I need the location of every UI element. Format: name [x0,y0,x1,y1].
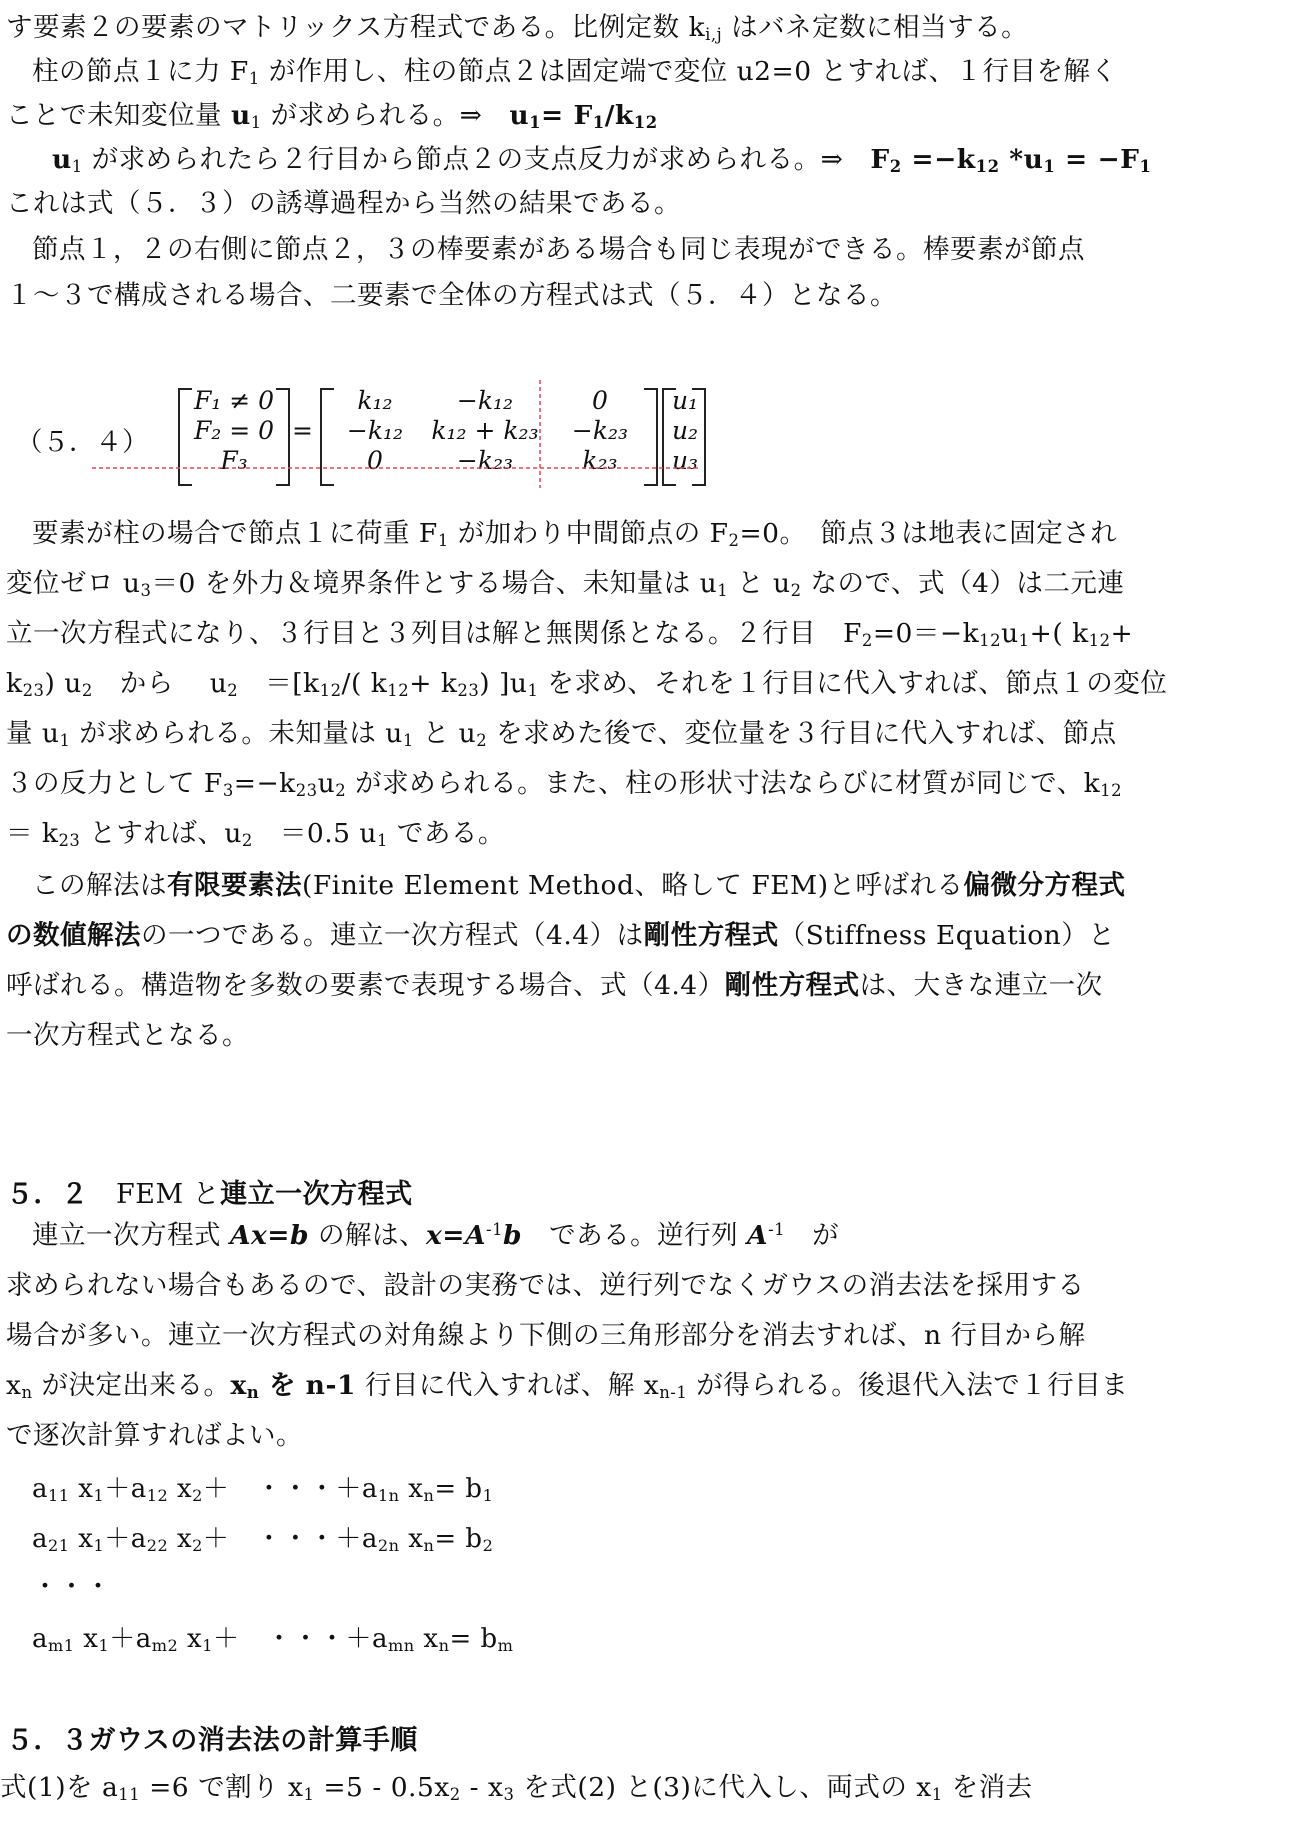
text-line: 一次方程式となる。 [6,1020,249,1051]
lhs-entry: F₁ ≠ 0 [193,386,275,415]
matrix-cell: −k₁₂ [456,386,514,415]
rhs-entry: u₂ [671,416,699,445]
matrix-cell: −k₂₃ [571,416,629,445]
matrix-cell: 0 [367,446,383,475]
text-line: ＝ $k_{23}$ とすれば、$u_2$ ＝0.5 $u_1$ である。 [6,818,505,851]
section-heading: ５．３ガウスの消去法の計算手順 [6,1725,418,1756]
matrix-cell: 0 [592,386,608,415]
text-line: 変位ゼロ $u_3=0$ を外力＆境界条件とする場合、未知量は $u_1$ と $u_2$ なので、式（4）は二元連 [6,568,1125,601]
matrix-cell: −k₂₃ [456,446,514,475]
text-line: 立一次方程式になり、３行目と３列目は解と無関係となる。２行目 $F_2=0=-k_{12}u_1+$( $k_{12}+$ [6,618,1134,651]
rhs-entry: u₃ [671,446,699,475]
text-line: 柱の節点１に力 $F_1$ が作用し、柱の節点２は固定端で変位 u2=0 とすれば、１行目を解く [32,56,1118,89]
matrix-cell: k₁₂ + k₂₃ [431,416,539,445]
lhs-entry: F₃ [220,446,248,475]
equation-row: $a_{21}$ $x_1+a_{22}$ $x_2+$ ・・・$+a_{2n}$ $x_n= b_2$ [32,1524,494,1556]
text-line: 要素が柱の場合で節点１に荷重 $F_1$ が加わり中間節点の $F_2=0$。 節点３は地表に固定され [32,518,1118,551]
text-line: $x_n$ が決定出来る。$x_n$ を n-1 行目に代入すれば、解 $x_{n-1}$ が得られる。後退代入法で１行目ま [6,1370,1129,1403]
text-line: 量 $u_1$ が求められる。未知量は $u_1$ と $u_2$ を求めた後で、変位量を３行目に代入すれば、節点 [6,718,1117,751]
matrix-cell: −k₁₂ [346,416,404,445]
text-line: この解法は有限要素法(Finite Element Method、略して FEM)と呼ばれる偏微分方程式 [32,870,1126,901]
equals-sign: = [292,416,313,445]
lhs-entry: F₂ = 0 [193,416,275,445]
equation-label: （５．４） [16,427,149,458]
text-line: で逐次計算すればよい。 [6,1420,303,1451]
text-line: ３の反力として $F_3=-k_{23}u_2$ が求められる。また、柱の形状寸法ならびに材質が同じで、$k_{12}$ [6,768,1123,801]
matrix-guide-lines [0,0,1300,500]
text-line: 求められない場合もあるので、設計の実務では、逆行列でなくガウスの消去法を採用する [6,1270,1085,1301]
text-line: 連立一次方程式 Ax=b の解は、$x=A^{-1}b$ である。逆行列 $A^{-1}$ が [32,1219,840,1251]
text-line: の数値解法の一つである。連立一次方程式（4.4）は剛性方程式（Stiffness Equation）と [6,920,1116,951]
matrix-cell: k₂₃ [582,446,618,475]
text-line: 場合が多い。連立一次方程式の対角線より下側の三角形部分を消去すれば、n 行目から解 [6,1320,1086,1351]
text-line: 節点１，２の右側に節点２，３の棒要素がある場合も同じ表現ができる。棒要素が節点 [32,234,1085,265]
matrix-cell: k₁₂ [357,386,393,415]
rhs-entry: u₁ [671,386,699,415]
equation-row: $a_{m1}$ $x_1+a_{m2}$ $x_1+$ ・・・$+a_{mn}$ $x_n= b_m$ [32,1624,514,1656]
text-line: 式(1)を $a_{11} =6$ で割り $x_1 =5 - 0.5x_2 - x_3$ を式(2) と(3)に代入し、両式の $x_1$ を消去 [0,1772,1033,1805]
text-line: す要素２の要素のマトリックス方程式である。比例定数 $k_{i,j}$ はバネ定数に相当する。 [6,12,1029,45]
text-line: $k_{23}$) $u_2$ から $u_2$ $=[k_{12}/$( $k_{12}+ k_{23}$) ]$u_1$ を求め、それを１行目に代入すれば、節点１の変位 [6,668,1168,701]
equation-dots: ・・・ [32,1572,112,1602]
section-heading: ５．２ FEM と連立一次方程式 [6,1179,413,1210]
text-line: 呼ばれる。構造物を多数の要素で表現する場合、式（4.4）剛性方程式は、大きな連立一次 [6,970,1103,1001]
text-line: これは式（５．３）の誘導過程から当然の結果である。 [6,188,681,219]
text-line: $u_1$ が求められたら２行目から節点２の支点反力が求められる。⇒ $F_2 =-k_{12}$ $*u_1 = -F_1$ [52,144,1152,177]
text-line: ことで未知変位量 $u_1$ が求められる。⇒ $u_1= F_1/k_{12}$ [6,100,658,133]
equation-row: $a_{11}$ $x_1+a_{12}$ $x_2+$ ・・・$+a_{1n}$ $x_n= b_1$ [32,1474,494,1506]
text-line: １～３で構成される場合、二要素で全体の方程式は式（５．４）となる。 [6,280,897,311]
